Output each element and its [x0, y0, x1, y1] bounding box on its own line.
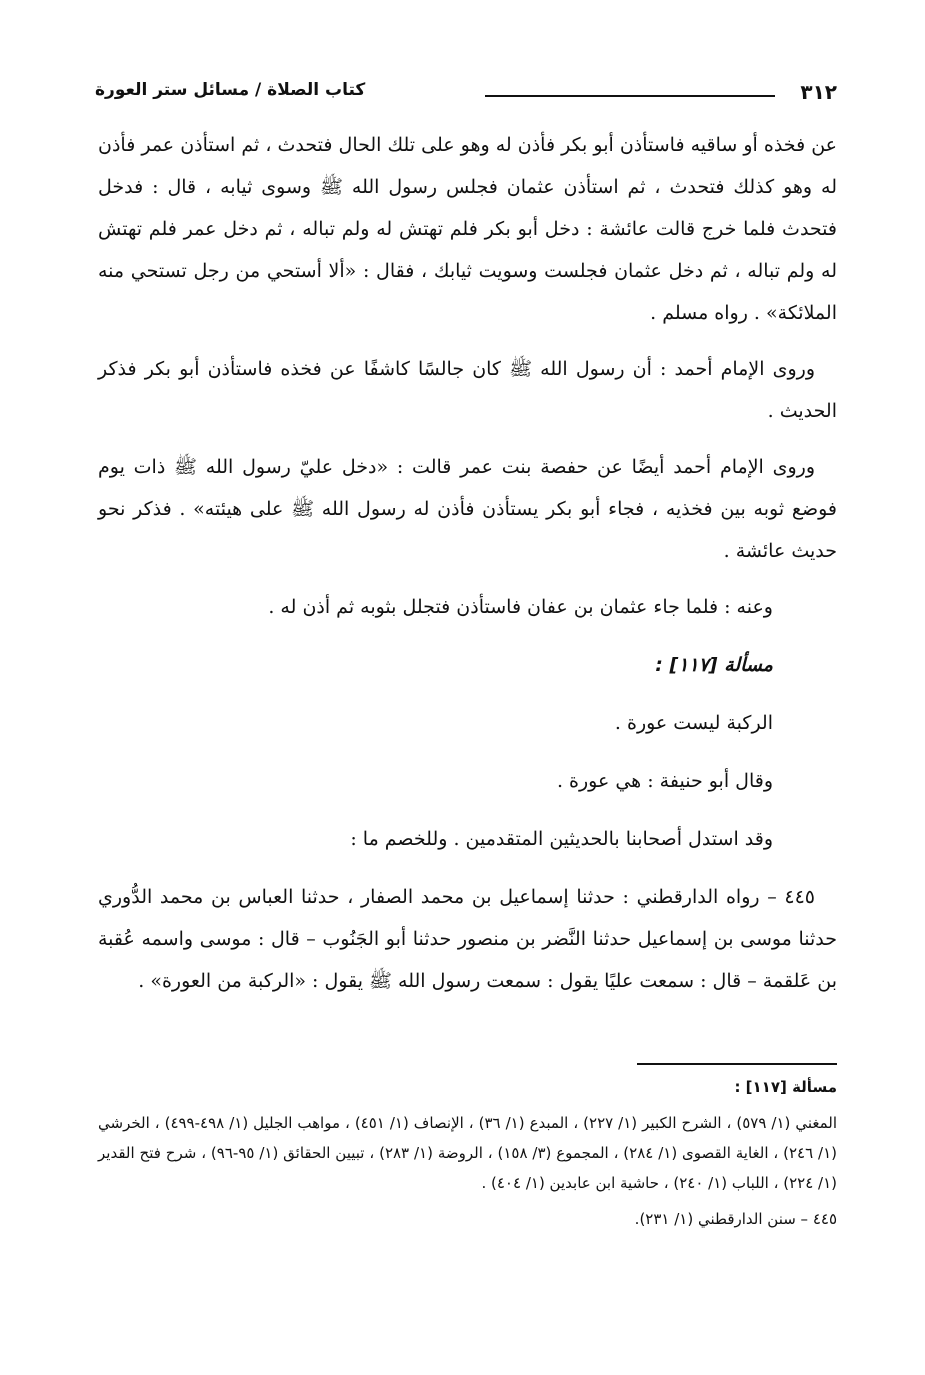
footnotes — [98, 1072, 837, 1240]
running-title: كتاب الصلاة / مسائل ستر العورة — [95, 80, 366, 100]
header-rule — [485, 95, 775, 97]
paragraph-abu-hanifa: وقال أبو حنيفة : هي عورة . — [556, 770, 773, 792]
paragraph-evidence: وقد استدل أصحابنا بالحديثين المتقدمين . وللخصم ما : — [350, 828, 773, 850]
paragraph-hadith-continuation: عن فخذه أو ساقيه فاستأذن أبو بكر فأذن له وهو على تلك الحال فتحدث ، ثم استأذن عمر فأذن له وهو كذلك فتحدث ، ثم استأذن عثمان فجلس رسول الله ﷺ وسوى ثيابه ، قال : فدخل فتحدث فلما خرج قالت عائشة : دخل أبو بكر فلم تهتش له ولم تباله ، ثم دخل عمر فلم تهتش له ولم تباله ، ثم دخل عثمان فجلست وسويت ثيابك ، فقال : «ألا أستحي من رجل تستحي منه الملائكة» . رواه مسلم . — [98, 134, 837, 324]
footnote-445: ٤٤٥ – سنن الدارقطني (١/ ٢٣١). — [634, 1210, 837, 1228]
paragraph-uthman: وعنه : فلما جاء عثمان بن عفان فاستأذن فتجلل بثوبه ثم أذن له . — [268, 596, 773, 618]
issue-heading: مسألة [١١٧] : — [655, 654, 773, 676]
paragraph-knee-ruling: الركبة ليست عورة . — [614, 712, 773, 734]
paragraph-hafsa-report: وروى الإمام أحمد أيضًا عن حفصة بنت عمر قالت : «دخل عليّ رسول الله ﷺ ذات يوم فوضع ثوبه بين فخذيه ، فجاء أبو بكر يستأذن فأذن له رسول الله ﷺ على هيئته» . فذكر نحو حديث عائشة . — [98, 456, 837, 562]
page-number: ٣١٢ — [800, 80, 837, 104]
footnote-heading: مسألة [١١٧] : — [734, 1078, 837, 1096]
main-text — [98, 124, 837, 1016]
footnote-references: المغني (١/ ٥٧٩) ، الشرح الكبير (١/ ٢٢٧) ، المبدع (١/ ٣٦) ، الإنصاف (١/ ٤٥١) ، مواهب الجليل (١/ ٤٩٨-٤٩٩) ، الخرشي (١/ ٢٤٦) ، الغاية القصوى (١/ ٢٨٤) ، المجموع (٣/ ١٥٨) ، الروضة (١/ ٢٨٣) ، تبيين الحقائق (١/ ٩٥-٩٦) ، شرح فتح القدير (١/ ٢٢٤) ، اللباب (١/ ٢٤٠) ، حاشية ابن عابدين (١/ ٤٠٤) . — [98, 1114, 838, 1192]
footnote-rule — [637, 1063, 837, 1065]
paragraph-ahmad-report: وروى الإمام أحمد : أن رسول الله ﷺ كان جالسًا كاشفًا عن فخذه فاستأذن أبو بكر فذكر الحديث . — [98, 358, 837, 422]
paragraph-hadith-445: ٤٤٥ – رواه الدارقطني : حدثنا إسماعيل بن محمد الصفار ، حدثنا العباس بن محمد الدُّوري حدثنا موسى بن إسماعيل حدثنا النَّضر بن منصور حدثنا أبو الجَنُوب – قال : موسى واسمه عُقبة بن عَلقمة – قال : سمعت عليًا يقول : سمعت رسول الله ﷺ يقول : «الركبة من العورة» . — [98, 886, 837, 992]
running-header — [95, 80, 837, 110]
